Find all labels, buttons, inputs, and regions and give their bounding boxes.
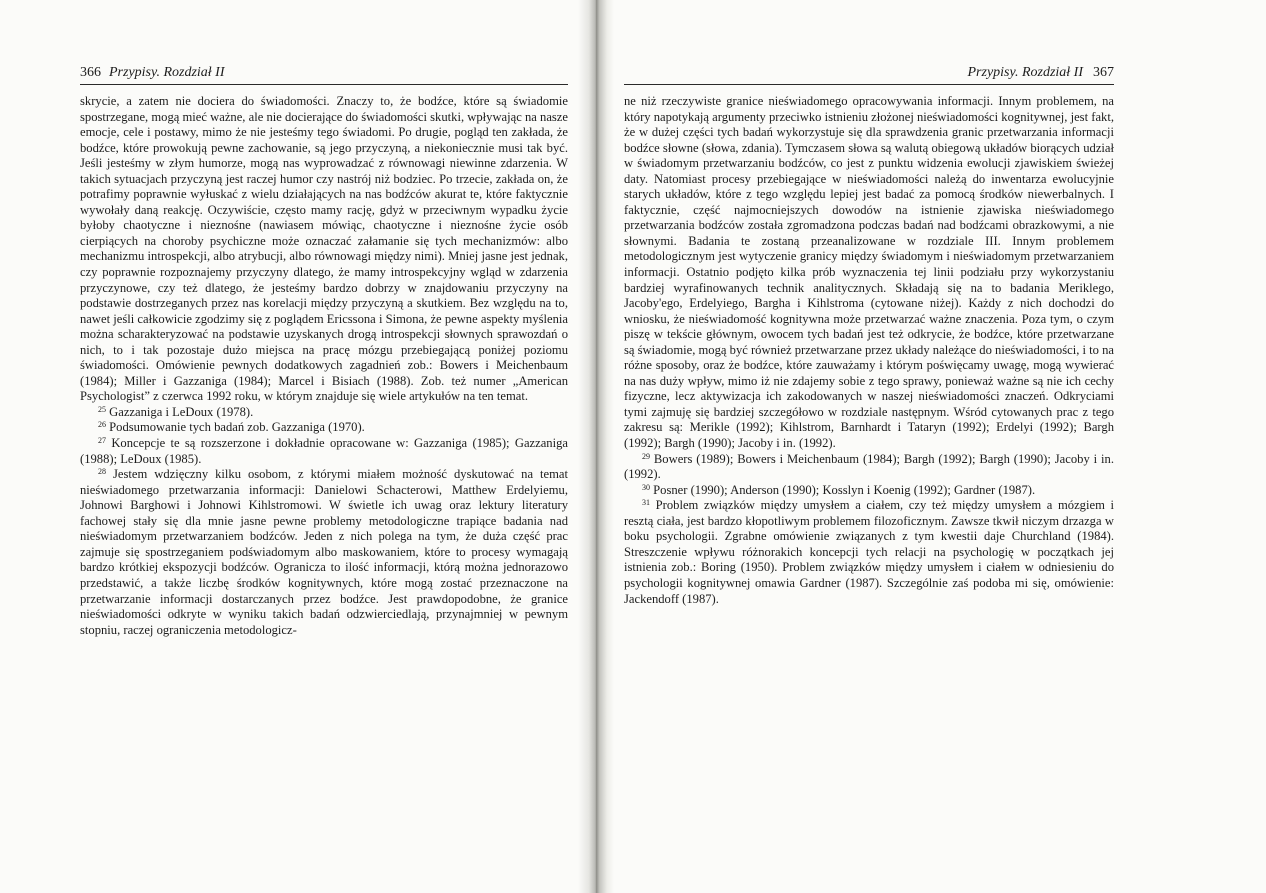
note-30 <box>624 483 1114 499</box>
note-text: Bowers (1989); Bowers i Meichenbaum (1984); Bargh (1992); Bargh (1990); Jacoby i in. (1992). <box>624 451 1114 482</box>
note-number: 27 <box>98 436 106 446</box>
note-number: 30 <box>642 482 650 492</box>
note-text: Jestem wdzięczny kilku osobom, z którymi miałem możność dyskutować na temat nieświadomego przetwarzania informacji: Danielowi Schacterowi, Matthew Erdelyiemu, Johnowi Barghowi i Johnowi Kihlstromowi. W świetle ich uwag oraz lektury literatury fachowej stały się dla mnie jasne pewne problemy metodologiczne trapiące badania nad nieświadomym przetwarzaniem bodźców. Jeden z nich polega na tym, że duża część prac zajmuje się spostrzeganiem podświadomym albo maskowaniem, które to procesy wymagają bardzo krótkiej ekspozycji bodźców. Ogranicza to ilość informacji, którą można jednorazowo przedstawić, a także liczbę środków kognitywnych, które mogą zostać przeznaczone na przetwarzanie informacji dostarczanych przez bodźce. Jest prawdopodobne, że granice nieświadomości odkryte w wyniku takich badań odzwierciedlają, przynajmniej w pewnym stopniu, raczej ograniczenia metodologicz- <box>80 467 568 637</box>
note-number: 29 <box>642 451 650 461</box>
right-page-number: 367 <box>1093 65 1114 80</box>
note-28 <box>80 467 568 638</box>
left-running-title: Przypisy. Rozdział II <box>109 65 225 80</box>
right-page-body <box>624 94 1114 607</box>
note-text: Problem związków między umysłem a ciałem, czy też między umysłem a mózgiem i resztą ciała, jest bardzo kłopotliwym problemem filozoficznym. Zawsze tkwił niczym drzazga w boku psychologii. Zgrabne omówienie związanych z tym kwestii daje Churchland (1984). Streszczenie wpływu różnorakich koncepcji tych relacji na psychologię w początkach jej istnienia zob.: Boring (1950). Problem związków między umysłem i ciałem w odniesieniu do psychologii kognitywnej omawia Gardner (1987). Szczególnie zaś podoba mi się, omówienie: Jackendoff (1987). <box>624 498 1115 606</box>
right-running-head <box>624 64 1114 82</box>
right-header-rule <box>624 84 1114 85</box>
left-page-body <box>80 94 568 638</box>
note-text: Koncepcje te są rozszerzone i dokładnie opracowane w: Gazzaniga (1985); Gazzaniga (1988); LeDoux (1985). <box>80 436 568 466</box>
note-25 <box>80 405 568 421</box>
note-text: Gazzaniga i LeDoux (1978). <box>109 404 254 419</box>
note-27 <box>80 436 568 467</box>
right-running-title: Przypisy. Rozdział II <box>967 65 1083 80</box>
note-continuation: skrycie, a zatem nie dociera do świadomości. Znaczy to, że bodźce, które są świadomie spostrzegane, mogą mieć ważne, ale nie docierające do świadomości skutki, wpływając na nasze emocje, cele i postawy, mimo że nie jesteśmy tego świadomi. Po drugie, pogląd ten zakłada, że bodźce, które prowokują pewne zachowanie, są jego przyczyną, a niekoniecznie musi tak być. Jeśli jesteśmy w złym humorze, mogą nas wyprowadzać z równowagi niewinne zdarzenia. W takich sytuacjach przyczyną jest raczej humor czy nastrój niż bodziec. Po trzecie, zakłada on, że potrafimy poprawnie wyłuskać z wielu działających na nas bodźców akurat te, które faktycznie wywołały daną reakcję. Oczywiście, często mamy rację, gdyż w przeciwnym wypadku życie byłoby chaotyczne i nieznośne (nawiasem mówiąc, chaotyczne i nieznośne życie osób cierpiących na choroby psychiczne może oznaczać załamanie się tych mechanizmów: albo mechanizmu introspekcji, albo atrybucji, albo równowagi między nimi). Mniej jasne jest jednak, czy poprawnie rozpoznajemy przyczyny dlatego, że mamy introspekcyjny wgląd w zdarzenia przyczynowe, czy też dlatego, że jesteśmy bardzo dobrzy w znajdowaniu przyczyny na podstawie dostrzeganych przez nas korelacji między przyczyną a skutkiem. Bez względu na to, nawet jeśli całkowicie zgodzimy się z poglądem Ericssona i Simona, że pewne aspekty myślenia można scharakteryzować na podstawie uzyskanych drogą introspekcji słownych sprawozdań o nich, to i tak pozostaje dużo miejsca na pracę mózgu przebiegającą poniżej poziomu świadomości. Omówienie pewnych dodatkowych zagadnień zob.: Bowers i Meichenbaum (1984); Miller i Gazzaniga (1984); Marcel i Bisiach (1988). Zob. też numer „American Psychologist” z czerwca 1992 roku, w którym znajduje się wiele artykułów na ten temat. <box>80 94 568 404</box>
note-text: Posner (1990); Anderson (1990); Kosslyn i Koenig (1992); Gardner (1987). <box>653 482 1036 497</box>
note-31 <box>624 498 1114 607</box>
note-text: Podsumowanie tych badań zob. Gazzaniga (1970). <box>109 420 365 435</box>
left-page <box>80 0 568 893</box>
left-running-head <box>80 64 568 82</box>
right-page <box>624 0 1114 893</box>
note-26 <box>80 420 568 436</box>
left-page-number: 366 <box>80 65 101 80</box>
left-header-rule <box>80 84 568 85</box>
note-continuation: ne niż rzeczywiste granice nieświadomego opracowywania informacji. Innym problemem, na który napotykają argumenty przeciwko istnieniu złożonej nieświadomości kognitywnej, jest fakt, że w dużej części tych badań wykorzystuje się dla sprawdzenia granic przetwarzania informacji bodźce słowne (słowa, zdania). Tymczasem słowa są walutą obiegową układów biorących udział w świadomym przetwarzaniu bodźców, co jest z punktu widzenia ewolucji zjawiskiem świeżej daty. Natomiast procesy przebiegające w nieświadomości należą do inwentarza ewolucyjnie starych układów, które z tego względu lepiej jest badać za pomocą środków niewerbalnych. I faktycznie, część najmocniejszych dowodów na istnienie zjawiska nieświadomego przetwarzania bodźców została zgromadzona podczas badań nad bodźcami obrazkowymi, a nie słownymi. Badania te zostaną przeanalizowane w rozdziale III. Innym problemem metodologicznym jest wytyczenie granicy między świadomym i nieświadomym przetwarzaniem informacji. Ostatnio podjęto kilka prób wyznaczenia tej linii podziału przy wykorzystaniu bardziej wyrafinowanych technik analitycznych. Składają się na to badania Meriklego, Jacoby'ego, Erdelyiego, Bargha i Kihlstroma (cytowane niżej). Każdy z nich dochodzi do wniosku, że nieświadomość kognitywna może przetwarzać ważne znaczenia. Poza tym, o czym piszę w tekście głównym, owocem tych badań jest też odkrycie, że bodźce, które przetwarzane są świadomie, mogą być również przetwarzane przez układy należące do nieświadomości, i to na różne sposoby, oraz że bodźce, które zauważamy i którym poświęcamy uwagę, mogą wywierać na nas duży wpływ, mimo iż nie zdajemy sobie z tego sprawy, ponieważ ważne są nie ich cechy fizyczne, lecz aktywizacja ich zakodowanych w naszej nieświadomości znaczeń. Odkryciami tymi zajmuję się bardziej szczegółowo w rozdziale następnym. Wśród cytowanych prac z tego zakresu są: Merikle (1992); Kihlstrom, Barnhardt i Tataryn (1992); Erdelyi (1992); Bargh (1992); Bargh (1990); Jacoby i in. (1992). <box>624 94 1114 451</box>
note-29 <box>624 452 1114 483</box>
note-number: 28 <box>98 467 106 477</box>
note-number: 26 <box>98 420 106 430</box>
note-number: 31 <box>642 498 650 508</box>
note-number: 25 <box>98 404 106 414</box>
book-gutter <box>578 0 614 893</box>
